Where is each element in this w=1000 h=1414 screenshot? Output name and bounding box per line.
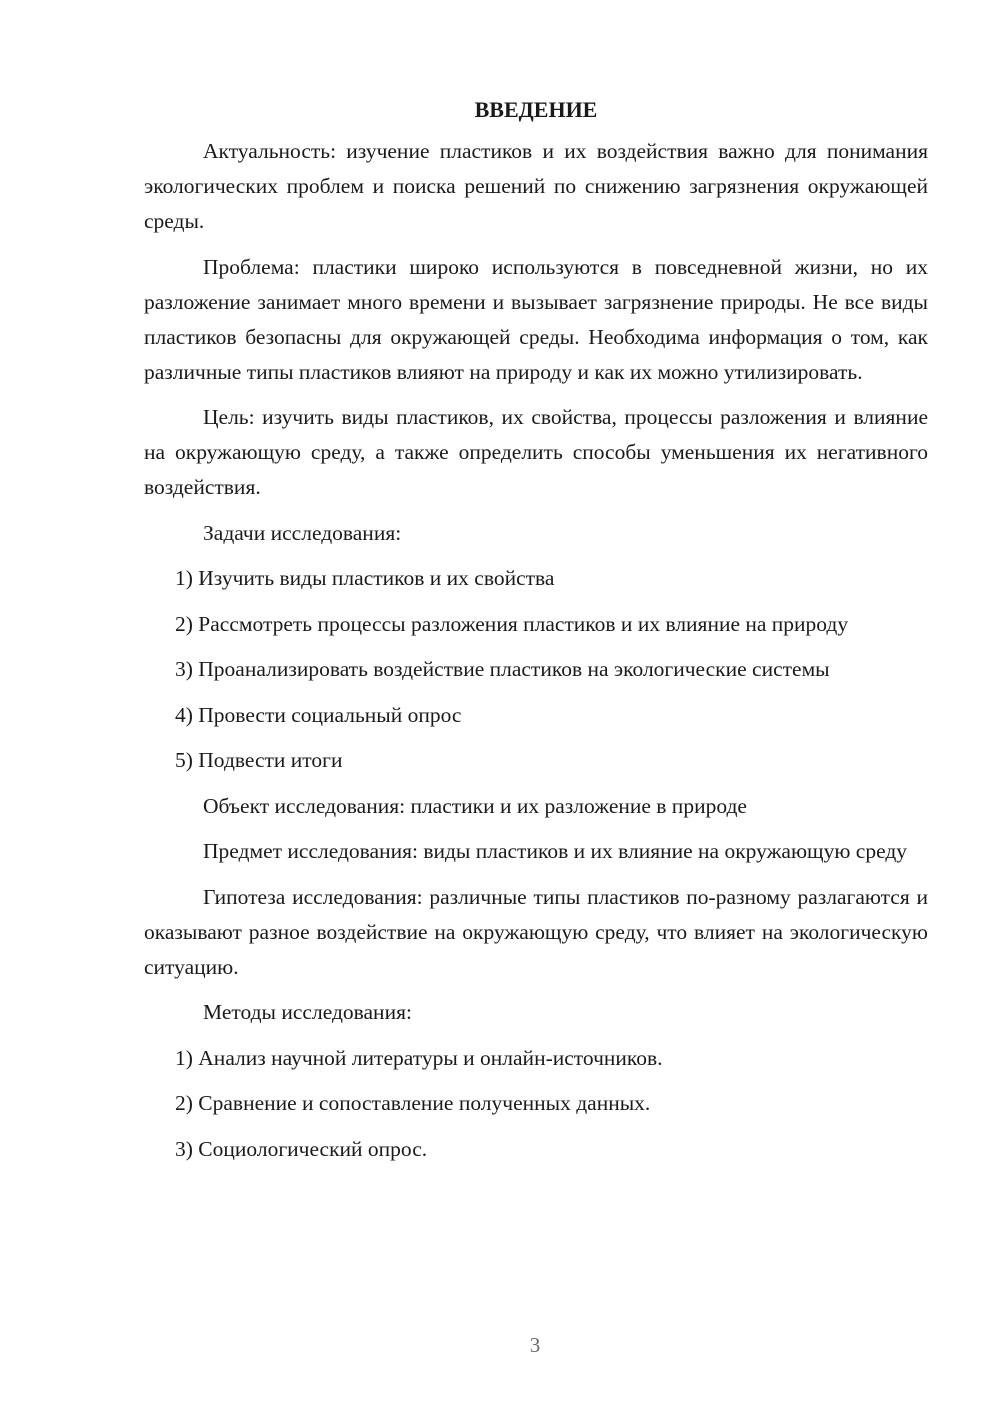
hypothesis-paragraph: Гипотеза исследования: различные типы пластиков по-разному разлагаются и оказывают разное воздействие на окружающую среду, что влияет на экологическую ситуацию.: [144, 884, 928, 979]
subject-paragraph: Предмет исследования: виды пластиков и их влияние на окружающую среду: [203, 839, 908, 863]
problem-paragraph: Проблема: пластики широко используются в повседневной жизни, но их разложение занимает много времени и вызывает загрязнение природы. Не все виды пластиков безопасны для окружающей среды. Необходима информация о том, как различные типы пластиков влияют на природу и как их можно утилизировать.: [144, 254, 928, 384]
list-item: 2) Рассмотреть процессы разложения пластиков и их влияние на природу: [175, 611, 849, 636]
goal-paragraph: Цель: изучить виды пластиков, их свойства, процессы разложения и влияние на окружающую среду, а также определить способы уменьшения их негативного воздействия.: [144, 405, 928, 499]
list-item: 1) Изучить виды пластиков и их свойства: [175, 566, 555, 590]
tasks-heading: Задачи исследования:: [203, 520, 402, 545]
list-item: 1) Анализ научной литературы и онлайн-источников.: [175, 1045, 663, 1070]
list-item: 5) Подвести итоги: [175, 748, 343, 772]
relevance-paragraph: Актуальность: изучение пластиков и их воздействия важно для понимания экологических проблем и поиска решений по снижению загрязнения окружающей среды.: [144, 139, 928, 233]
methods-list: [144, 1041, 928, 1167]
list-item: 2) Сравнение и сопоставление полученных данных.: [175, 1091, 651, 1115]
list-item: 3) Социологический опрос.: [175, 1136, 428, 1161]
list-item: 3) Проанализировать воздействие пластиков на экологические системы: [175, 657, 830, 681]
page-number: 3: [529, 1333, 541, 1357]
tasks-list: [144, 561, 928, 778]
document-page: [144, 88, 928, 1177]
page-title: ВВЕДЕНИЕ: [474, 97, 598, 122]
methods-heading: Методы исследования:: [203, 1000, 412, 1024]
object-paragraph: Объект исследования: пластики и их разложение в природе: [203, 793, 747, 818]
list-item: 4) Провести социальный опрос: [175, 702, 462, 727]
